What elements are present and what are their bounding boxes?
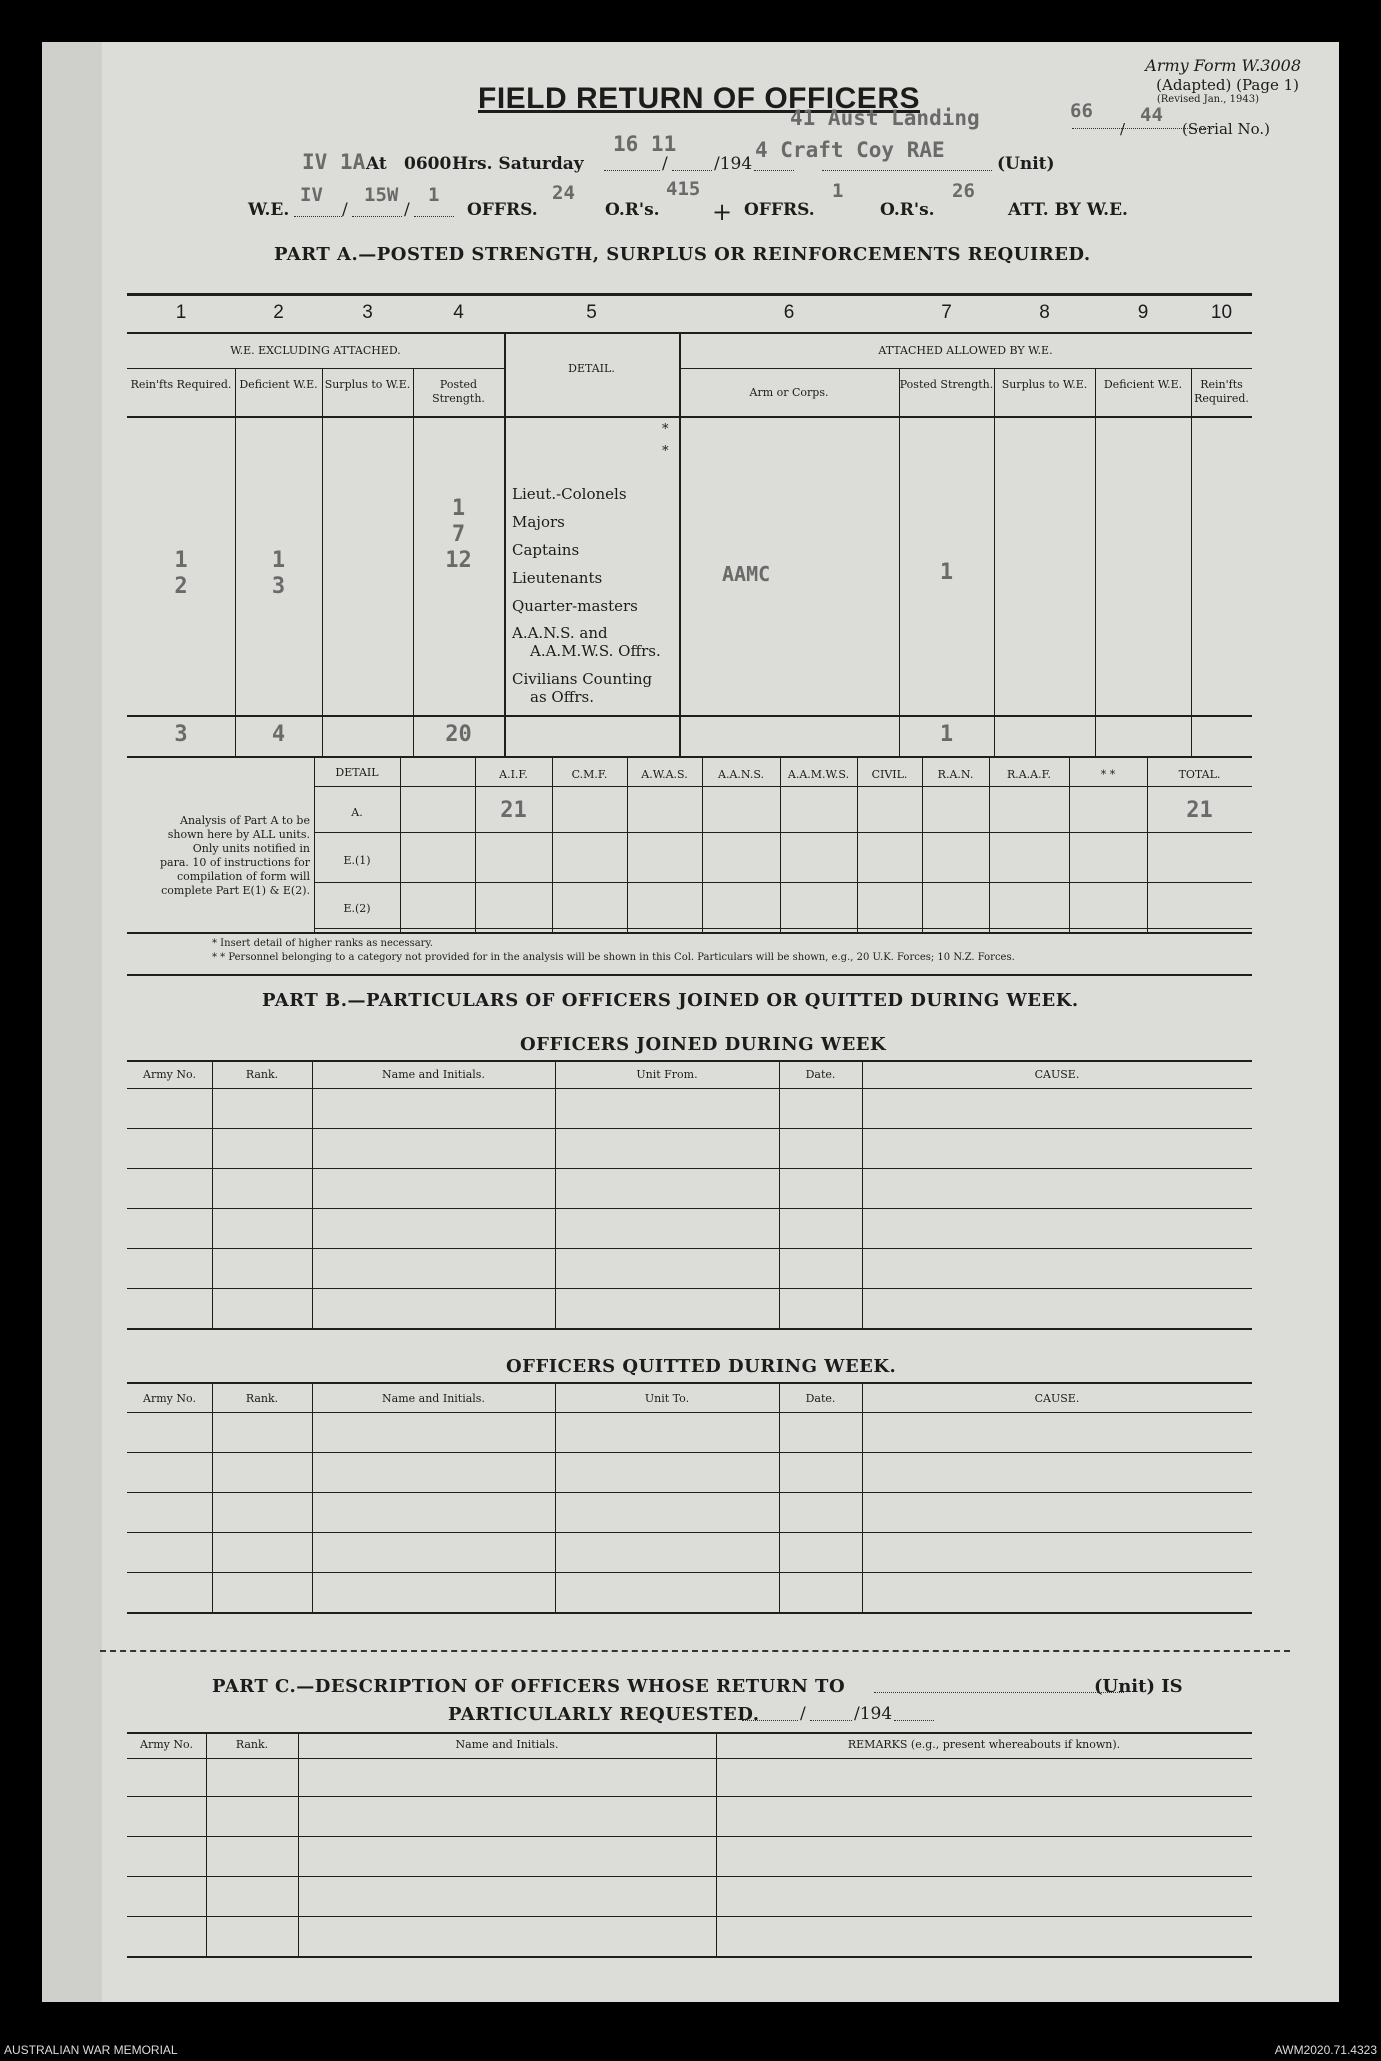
analysis-other-header: * * xyxy=(1100,768,1116,781)
joined-col-army-no: Army No. xyxy=(143,1068,196,1081)
analysis-note-line: para. 10 of instructions for xyxy=(159,856,310,869)
typed-ors-att: 26 xyxy=(952,180,975,202)
col-number-1: 1 xyxy=(175,302,187,323)
rule xyxy=(555,1060,556,1328)
analysis-row-e1: E.(1) xyxy=(343,854,371,867)
reinfts-values xyxy=(127,548,235,600)
rule xyxy=(127,293,1252,296)
part-b-heading: PART B.—PARTICULARS OF OFFICERS JOINED OR QUITTED DURING WEEK. xyxy=(262,990,1079,1011)
joined-col-rank: Rank. xyxy=(245,1068,279,1081)
rule xyxy=(314,882,1252,883)
rule xyxy=(322,368,323,757)
rule xyxy=(127,1128,1252,1129)
analysis-aans-header: A.A.N.S. xyxy=(718,768,764,781)
time-value: 0600 xyxy=(404,154,452,174)
attached-header: ATTACHED ALLOWED BY W.E. xyxy=(878,344,1053,357)
analysis-row-e2: E.(2) xyxy=(343,902,371,915)
rule xyxy=(679,368,1252,369)
ors-label-2: O.R's. xyxy=(880,200,935,220)
analysis-detail-header: DETAIL xyxy=(335,766,379,779)
typed-we-c: 1 xyxy=(428,184,440,206)
part-c-day-dots xyxy=(742,1720,798,1721)
rule xyxy=(1069,756,1070,932)
analysis-awas-header: A.W.A.S. xyxy=(641,768,688,781)
offrs-label-1: OFFRS. xyxy=(467,200,538,220)
joined-col-date: Date. xyxy=(805,1068,836,1081)
analysis-row-a: A. xyxy=(351,806,363,819)
rule xyxy=(857,756,858,932)
part-c-col-army-no: Army No. xyxy=(140,1738,193,1751)
footer-accession: AWM2020.71.4323 xyxy=(1274,2043,1377,2057)
we-excluding-header: W.E. EXCLUDING ATTACHED. xyxy=(230,344,401,357)
star-2: * xyxy=(662,444,669,459)
rule xyxy=(312,1060,313,1328)
part-c-col-rank: Rank. xyxy=(235,1738,269,1751)
at-label: At xyxy=(366,154,387,174)
header-arm-corps: Arm or Corps. xyxy=(749,386,829,399)
analysis-note-line: Analysis of Part A to be xyxy=(180,814,310,827)
star-1: * xyxy=(662,422,669,437)
col-number-9: 9 xyxy=(1137,302,1149,323)
posted-majors: 1 xyxy=(451,496,466,521)
footnote-2: * * Personnel belonging to a category not provided for in the analysis will be shown in this Col. Particulars will be shown, e.g., 20 U.K. Forces; 10 N.Z. Forces. xyxy=(212,952,1015,963)
att-label: ATT. BY W.E. xyxy=(1008,200,1128,220)
deficient-lieutenants: 3 xyxy=(271,574,286,599)
part-c-col-remarks: REMARKS (e.g., present whereabouts if known). xyxy=(847,1738,1121,1751)
col-number-2: 2 xyxy=(273,302,284,323)
posted-values xyxy=(413,496,504,574)
revised-label: (Revised Jan., 1943) xyxy=(1156,94,1259,105)
deficient-captains: 1 xyxy=(271,548,286,573)
rule xyxy=(862,1382,863,1612)
rule xyxy=(314,832,1252,833)
header-reinfts-att: Rein'fts Required. xyxy=(1194,378,1249,405)
analysis-note-line: Only units notified in xyxy=(192,842,310,855)
quitted-col-army-no: Army No. xyxy=(143,1392,196,1405)
typed-we-a: IV xyxy=(300,184,323,206)
analysis-note-line: compilation of form will xyxy=(176,870,310,883)
typed-offrs-we: 24 xyxy=(552,182,575,204)
cut-line xyxy=(100,1650,1290,1652)
quitted-heading: OFFICERS QUITTED DURING WEEK. xyxy=(506,1356,897,1377)
rule xyxy=(127,1452,1252,1453)
total-reinfts: 3 xyxy=(174,722,188,747)
rule xyxy=(312,1382,313,1612)
rule xyxy=(127,1492,1252,1493)
rule xyxy=(1095,368,1096,757)
total-posted: 20 xyxy=(445,722,472,747)
rank-captains: Captains xyxy=(512,541,580,559)
typed-ors-we: 415 xyxy=(666,178,701,200)
typed-unit-line2: 4 Craft Coy RAE xyxy=(755,138,945,162)
rule xyxy=(922,756,923,932)
rank-aans-line2: A.A.M.W.S. Offrs. xyxy=(530,642,661,660)
offrs-label-2: OFFRS. xyxy=(744,200,815,220)
col-number-7: 7 xyxy=(941,302,952,323)
header-deficient-att: Deficient W.E. xyxy=(1103,378,1183,391)
quitted-col-rank: Rank. xyxy=(245,1392,279,1405)
analysis-note-line: complete Part E(1) & E(2). xyxy=(161,884,310,897)
analysis-aif-a: 21 xyxy=(500,798,527,823)
analysis-note-line: shown here by ALL units. xyxy=(167,828,310,841)
rank-lt-col: Lieut.-Colonels xyxy=(512,485,627,503)
header-surplus: Surplus to W.E. xyxy=(324,378,411,391)
col-number-8: 8 xyxy=(1039,302,1050,323)
header-deficient: Deficient W.E. xyxy=(239,378,318,391)
rank-aans xyxy=(512,624,661,660)
we-dots-3 xyxy=(414,216,454,217)
part-c-col-name: Name and Initials. xyxy=(455,1738,559,1751)
year-label: /194 xyxy=(714,154,753,174)
typed-roman: IV 1A xyxy=(302,150,366,174)
form-title: FIELD RETURN OF OFFICERS xyxy=(478,82,920,115)
rule xyxy=(989,756,990,932)
year-dots xyxy=(754,170,794,171)
rank-civ-line1: Civilians Counting xyxy=(512,670,653,688)
rule xyxy=(212,1060,213,1328)
rule xyxy=(298,1732,299,1956)
col-number-3: 3 xyxy=(362,302,373,323)
hrs-label: Hrs. Saturday xyxy=(452,154,584,174)
rule xyxy=(862,1060,863,1328)
serial-label: (Serial No.) xyxy=(1182,120,1270,138)
typed-serial-b: 44 xyxy=(1140,104,1163,126)
analysis-aamws-header: A.A.M.W.S. xyxy=(787,768,850,781)
analysis-total-a: 21 xyxy=(1186,798,1213,823)
we-label: W.E. xyxy=(248,200,290,220)
rule xyxy=(314,928,1252,929)
rule xyxy=(400,756,401,932)
analysis-civil-header: CIVIL. xyxy=(871,768,908,781)
plus-sign: + xyxy=(712,198,733,226)
rule xyxy=(127,1382,1252,1384)
rule xyxy=(716,1732,717,1956)
col-number-10: 10 xyxy=(1210,302,1233,323)
analysis-note xyxy=(130,814,310,898)
total-posted-att: 1 xyxy=(939,722,954,747)
we-dots-2 xyxy=(352,216,402,217)
rule xyxy=(127,1916,1252,1917)
part-c-year-dots xyxy=(894,1720,934,1721)
rank-qm: Quarter-masters xyxy=(512,597,638,615)
rule xyxy=(127,1732,1252,1734)
unit-label: (Unit) xyxy=(997,154,1055,174)
slash-1: / xyxy=(662,154,668,174)
rule xyxy=(702,756,703,932)
joined-col-name: Name and Initials. xyxy=(382,1068,485,1081)
paper-edge xyxy=(42,42,102,2002)
typed-date: 16 11 xyxy=(613,132,677,156)
rule xyxy=(127,332,1252,334)
rule xyxy=(127,974,1252,976)
rule xyxy=(779,1060,780,1328)
rule xyxy=(127,1612,1252,1614)
rule xyxy=(127,1836,1252,1837)
rank-civ-line2: as Offrs. xyxy=(530,688,594,706)
rule xyxy=(127,1532,1252,1533)
rule xyxy=(127,1248,1252,1249)
reinfts-lieutenants: 2 xyxy=(174,574,188,599)
joined-heading: OFFICERS JOINED DURING WEEK xyxy=(520,1034,887,1055)
analysis-cmf-header: C.M.F. xyxy=(571,768,608,781)
rule xyxy=(780,756,781,932)
reinfts-captains: 1 xyxy=(174,548,188,573)
quitted-col-date: Date. xyxy=(805,1392,836,1405)
quitted-col-name: Name and Initials. xyxy=(382,1392,485,1405)
rule xyxy=(127,1956,1252,1958)
header-posted: Posted Strength. xyxy=(432,378,485,405)
typed-we-b: 15W xyxy=(364,184,399,206)
rule xyxy=(1147,756,1148,932)
rule xyxy=(994,368,995,757)
header-surplus-att: Surplus to W.E. xyxy=(1001,378,1088,391)
part-c-unit-is: (Unit) IS xyxy=(1094,1676,1183,1697)
rule xyxy=(127,368,504,369)
total-deficient: 4 xyxy=(271,722,286,747)
quitted-col-unit-to: Unit To. xyxy=(644,1392,690,1405)
rule xyxy=(127,1060,1252,1062)
we-dots-1 xyxy=(294,216,342,217)
rule xyxy=(127,1288,1252,1289)
typed-unit-line1: 41 Aust Landing xyxy=(790,106,980,130)
rank-civilians xyxy=(512,670,652,706)
rank-list xyxy=(512,480,638,620)
header-posted-att: Posted Strength. xyxy=(899,378,994,391)
part-c-slash: / xyxy=(800,1704,806,1724)
rule xyxy=(127,1208,1252,1209)
col-number-4: 4 xyxy=(453,302,464,323)
rank-lieutenants: Lieutenants xyxy=(512,569,603,587)
we-slash-2: / xyxy=(404,200,410,220)
posted-att-value: 1 xyxy=(939,560,954,585)
rule xyxy=(552,756,553,932)
rule xyxy=(127,756,1252,758)
rule xyxy=(779,1382,780,1612)
serial-slash: / xyxy=(1120,120,1126,138)
header-reinfts: Rein'fts Required. xyxy=(130,378,232,391)
adapted-label: (Adapted) (Page 1) xyxy=(1156,76,1299,94)
typed-serial-a: 66 xyxy=(1070,100,1093,122)
rank-majors: Majors xyxy=(512,513,565,531)
rule xyxy=(314,786,1252,787)
part-a-heading: PART A.—POSTED STRENGTH, SURPLUS OR REINFORCEMENTS REQUIRED. xyxy=(274,244,1091,265)
rule xyxy=(206,1732,207,1956)
footer-source: AUSTRALIAN WAR MEMORIAL xyxy=(4,2043,178,2057)
army-form-label: Army Form W.3008 xyxy=(1145,56,1301,75)
rule xyxy=(212,1382,213,1612)
rule xyxy=(127,1572,1252,1573)
rule xyxy=(127,1796,1252,1797)
rule xyxy=(127,932,1252,934)
rule xyxy=(127,1328,1252,1330)
typed-offrs-att: 1 xyxy=(832,180,844,202)
joined-col-cause: CAUSE. xyxy=(1034,1068,1080,1081)
part-c-line2: PARTICULARLY REQUESTED. xyxy=(448,1704,760,1725)
posted-lieutenants: 12 xyxy=(445,548,472,573)
unit-dots xyxy=(822,170,992,171)
month-dots xyxy=(672,170,712,171)
posted-captains: 7 xyxy=(451,522,466,547)
rule xyxy=(127,1758,1252,1759)
rule xyxy=(127,1088,1252,1089)
col-number-6: 6 xyxy=(783,302,795,323)
ors-label-1: O.R's. xyxy=(605,200,660,220)
deficient-values xyxy=(235,548,322,600)
detail-header: DETAIL. xyxy=(568,362,615,375)
rule xyxy=(627,756,628,932)
rule xyxy=(555,1382,556,1612)
footnote-1: * Insert detail of higher ranks as necessary. xyxy=(212,938,433,949)
rule xyxy=(127,416,1252,418)
rule xyxy=(475,756,476,932)
part-c-line1: PART C.—DESCRIPTION OF OFFICERS WHOSE RETURN TO xyxy=(212,1676,846,1697)
col-number-5: 5 xyxy=(586,302,597,323)
part-c-month-dots xyxy=(810,1720,852,1721)
rule xyxy=(127,1412,1252,1413)
rule xyxy=(127,1168,1252,1169)
analysis-aif-header: A.I.F. xyxy=(499,768,528,781)
rule xyxy=(127,1876,1252,1877)
rule xyxy=(127,715,1252,717)
rule xyxy=(1191,368,1192,757)
analysis-ran-header: R.A.N. xyxy=(937,768,974,781)
joined-col-unit-from: Unit From. xyxy=(636,1068,698,1081)
form-page xyxy=(42,42,1339,2002)
quitted-col-cause: CAUSE. xyxy=(1034,1392,1080,1405)
part-c-unit-dots xyxy=(874,1692,1124,1693)
arm-corps-value: AAMC xyxy=(722,562,771,586)
rank-aans-line1: A.A.N.S. and xyxy=(512,624,608,642)
day-dots xyxy=(604,170,660,171)
analysis-total-header: TOTAL. xyxy=(1178,768,1221,781)
we-slash-1: / xyxy=(342,200,348,220)
analysis-raaf-header: R.A.A.F. xyxy=(1006,768,1052,781)
part-c-year: /194 xyxy=(854,1704,893,1724)
rule xyxy=(504,332,506,757)
